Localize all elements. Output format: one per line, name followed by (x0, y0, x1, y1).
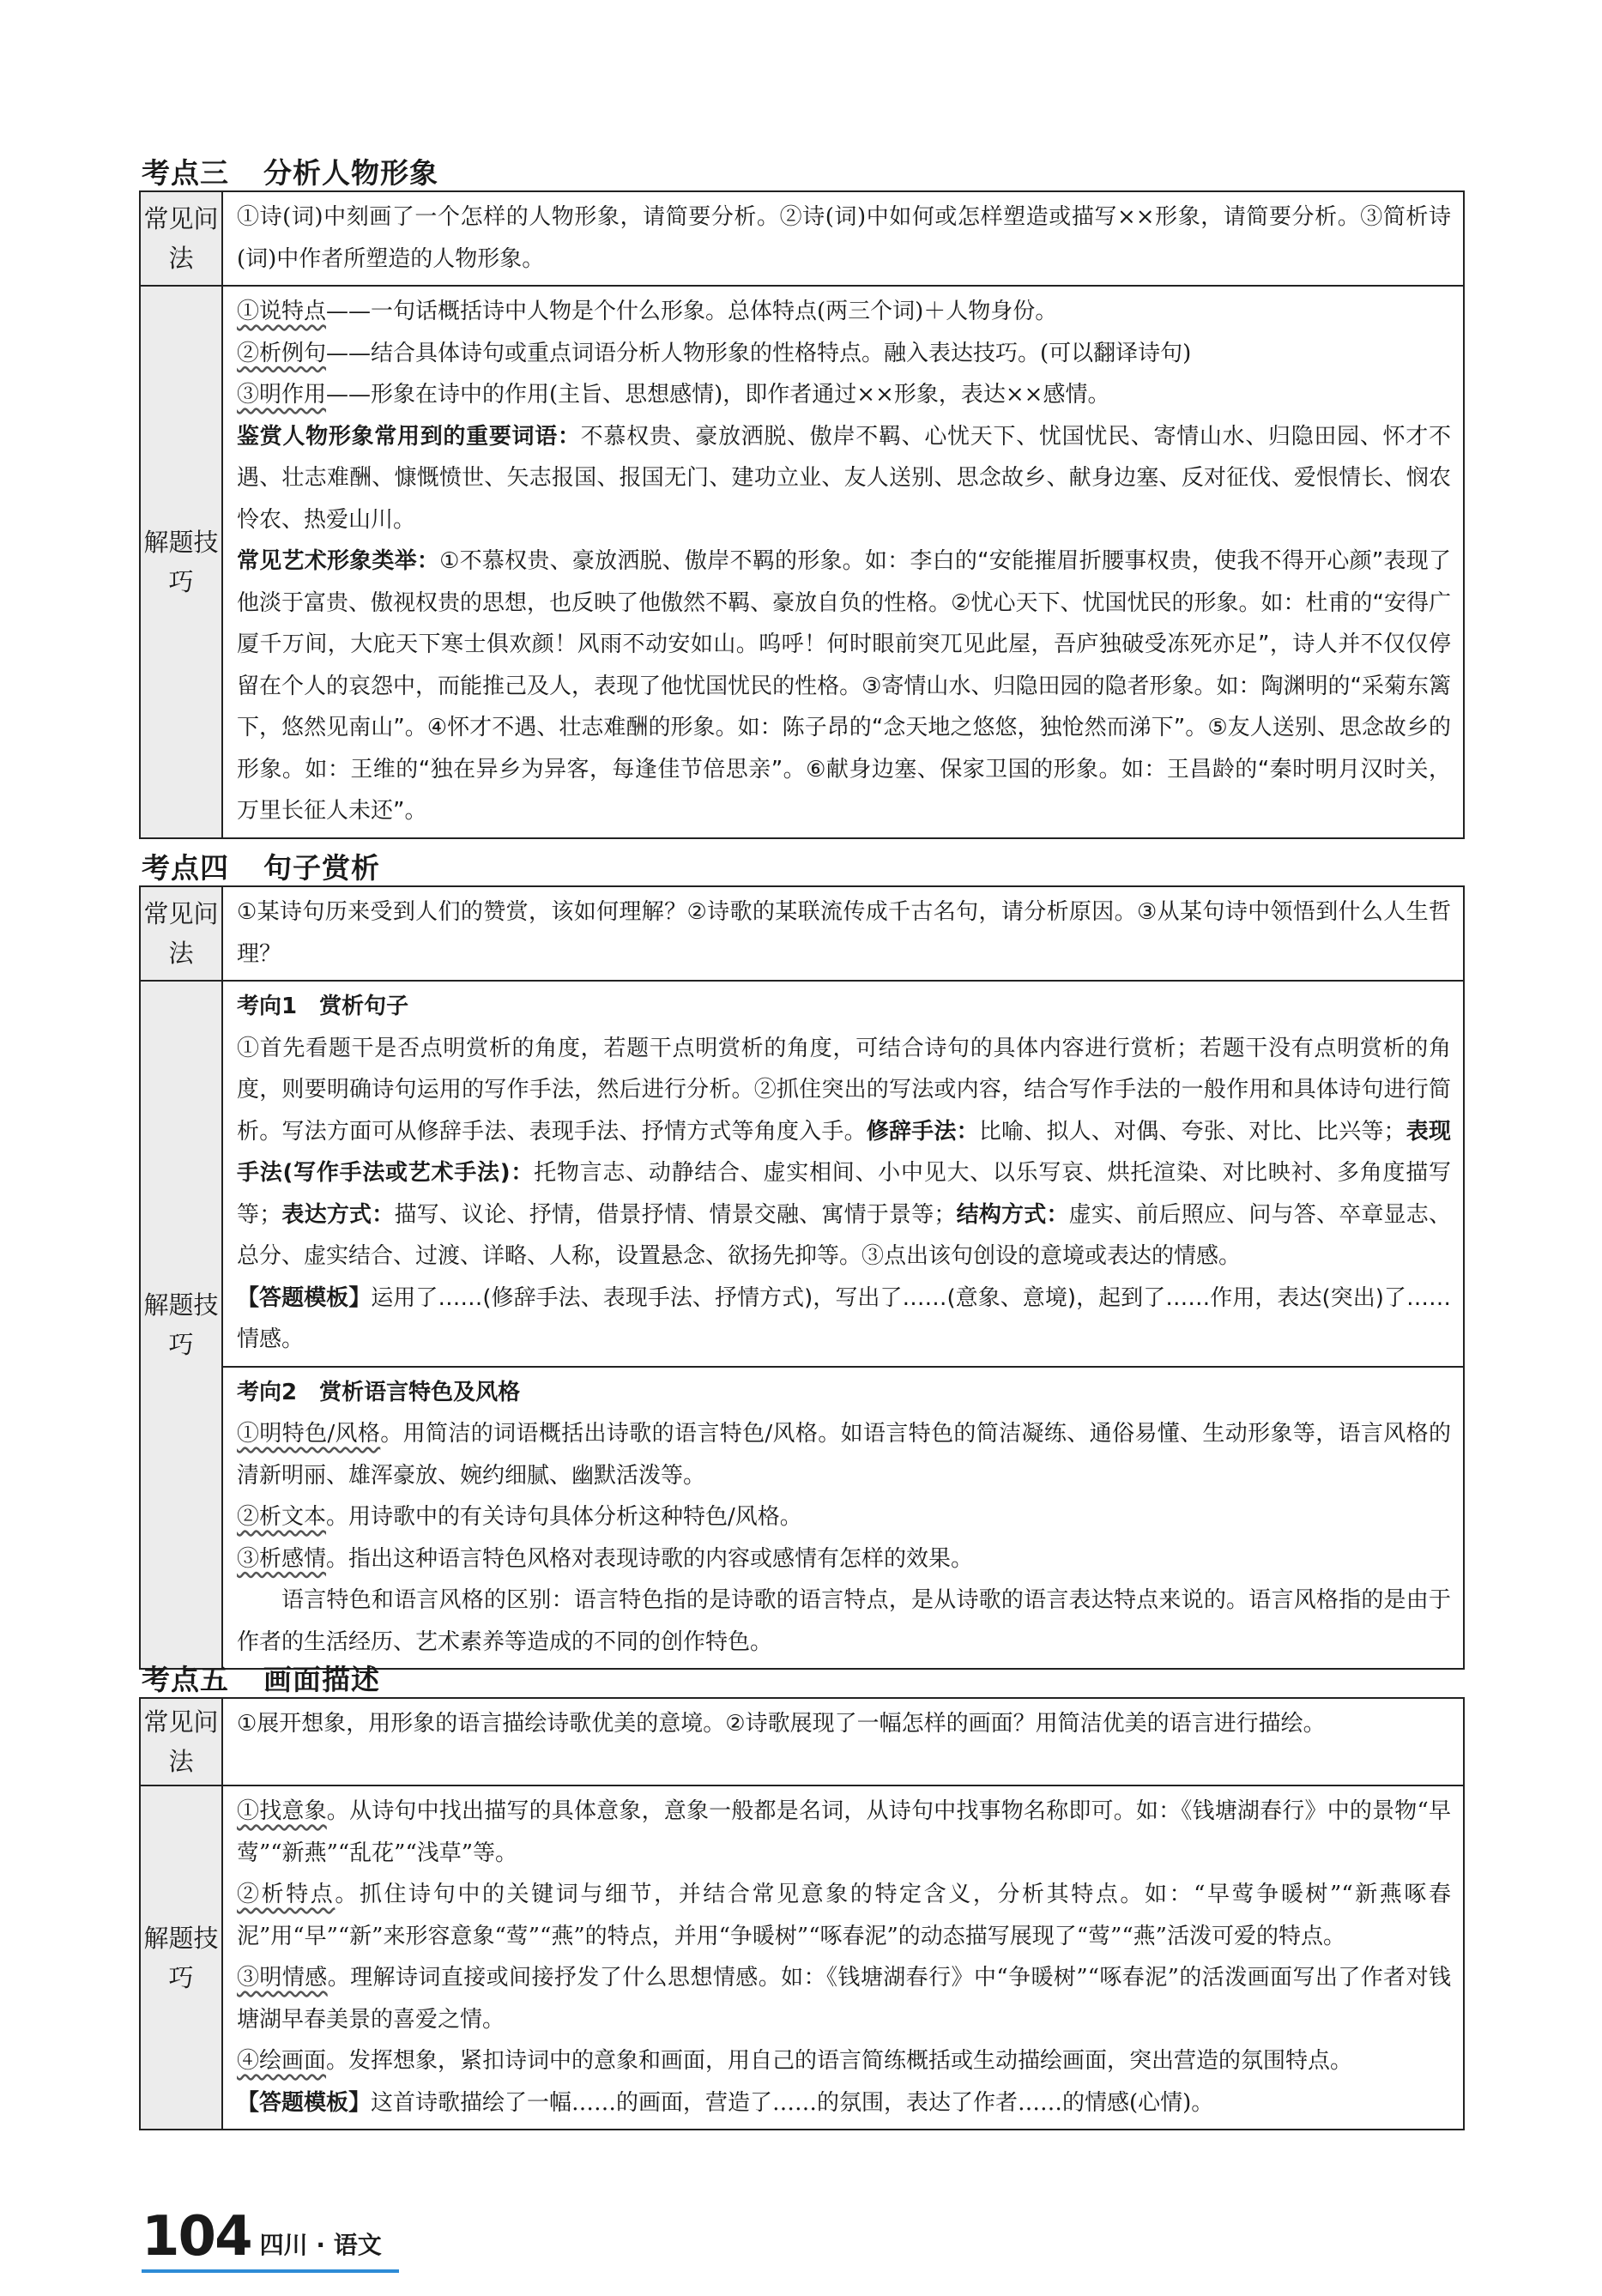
section3-title: 分析人物形象 (263, 156, 438, 190)
section4-direction2 (222, 1367, 1464, 1670)
section3-image-types: 常见艺术形象类举：①不慕权贵、豪放洒脱、傲岸不羁的形象。如：李白的“安能摧眉折腰事权贵，使我不得开心颜”表现了他淡于富贵、傲视权贵的思想，也反映了他傲然不羁、豪放自负的性格。②忧心天下、忧国忧民的形象。如：杜甫的“安得广厦千万间，大庇天下寒士俱欢颜！风雨不动安如山。呜呼！何时眼前突兀见此屋，吾庐独破受冻死亦足”，诗人并不仅仅停留在个人的哀怨中，而能推己及人，表现了他忧国忧民的性格。③寄情山水、归隐田园的隐者形象。如：陶渊明的“采菊东篱下，悠然见南山”。④怀才不遇、壮志难酬的形象。如：陈子昂的“念天地之悠悠，独怆然而涕下”。⑤友人送别、思念故乡的形象。如：王维的“独在异乡为异客，每逢佳节倍思亲”。⑥献身边塞、保家卫国的形象。如：王昌龄的“秦时明月汉时关，万里长征人未还”。 (237, 548, 1451, 824)
section4-title: 句子赏析 (263, 851, 380, 885)
section4-number: 考点四 (142, 851, 229, 885)
section4-direction1 (222, 981, 1464, 1367)
section5-technique-label: 解题技巧 (140, 1785, 222, 2130)
section5-number: 考点五 (142, 1663, 229, 1696)
page-number: 104 (142, 2205, 251, 2269)
section4-direction2-title: 考向2 赏析语言特色及风格 (237, 1379, 521, 1405)
section3-key-words: 鉴赏人物形象常用到的重要词语：不慕权贵、豪放洒脱、傲岸不羁、心忧天下、忧国忧民、寄情山水、归隐田园、怀才不遇、壮志难酬、慷慨愤世、矢志报国、报国无门、建功立业、友人送别、思念故乡、献身边塞、反对征伐、爱恨情长、悯农怜农、热爱山川。 (237, 423, 1451, 533)
page-footer (142, 2205, 382, 2269)
section4-question-label: 常见问法 (140, 886, 222, 981)
section5-step4: ④绘画面。发挥想象，紧扣诗词中的意象和画面，用自己的语言简练概括或生动描绘画面，突出营造的氛围特点。 (237, 2048, 1353, 2074)
section3-technique-label: 解题技巧 (140, 286, 222, 838)
section4-direction1-text: ①首先看题干是否点明赏析的角度，若题干点明赏析的角度，可结合诗句的具体内容进行赏析；若题干没有点明赏析的角度，则要明确诗句运用的写作手法，然后进行分析。②抓住突出的写法或内容，结合写作手法的一般作用和具体诗句进行简析。写法方面可从修辞手法、表现手法、抒情方式等角度入手。修辞手法：比喻、拟人、对偶、夸张、对比、比兴等；表现手法(写作手法或艺术手法)：托物言志、动静结合、虚实相间、小中见大、以乐写哀、烘托渲染、对比映衬、多角度描写等；表达方式：描写、议论、抒情，借景抒情、情景交融、寓情于景等；结构方式：虚实、前后照应、问与答、卒章显志、总分、虚实结合、过渡、详略、人称，设置悬念、欲扬先抑等。③点出该句创设的意境或表达的情感。 (237, 1035, 1451, 1269)
section5-step2: ②析特点。抓住诗句中的关键词与细节，并结合常见意象的特定含义，分析其特点。如：“早莺争暖树”“新燕啄春泥”用“早”“新”来形容意象“莺”“燕”的特点，并用“争暖树”“啄春泥”的动态描写展现了“莺”“燕”活泼可爱的特点。 (237, 1882, 1451, 1949)
section4-d2-step2: ②析文本。用诗歌中的有关诗句具体分析这种特色/风格。 (237, 1504, 802, 1530)
footer-label: 四川 · 语文 (259, 2231, 382, 2259)
section3-table (139, 190, 1465, 839)
section3-number: 考点三 (142, 156, 229, 190)
section3-step2: ②析例句——结合具体诗句或重点词语分析人物形象的性格特点。融入表达技巧。(可以翻译诗句) (237, 340, 1192, 366)
section5-title: 画面描述 (263, 1663, 380, 1696)
section4-d2-step1: ①明特色/风格。用简洁的词语概括出诗歌的语言特色/风格。如语言特色的简洁凝练、通俗易懂、生动形象等，语言风格的清新明丽、雄浑豪放、婉约细腻、幽默活泼等。 (237, 1421, 1452, 1489)
section5-table (139, 1697, 1465, 2130)
section5-technique-body (222, 1785, 1464, 2130)
section3-step1: ①说特点——一句话概括诗中人物是个什么形象。总体特点(两三个词)＋人物身份。 (237, 299, 1058, 324)
section3-question-label: 常见问法 (140, 191, 222, 286)
section4-direction1-title: 考向1 赏析句子 (237, 994, 409, 1019)
section5-questions: ①展开想象，用形象的语言描绘诗歌优美的意境。②诗歌展现了一幅怎样的画面？用简洁优美的语言进行描绘。 (237, 1711, 1326, 1737)
section5-step1: ①找意象。从诗句中找出描写的具体意象，意象一般都是名词，从诗句中找事物名称即可。如：《钱塘湖春行》中的景物“早莺”“新燕”“乱花”“浅草”等。 (237, 1798, 1451, 1866)
section5-answer-template: 【答题模板】这首诗歌描绘了一幅……的画面，营造了……的氛围，表达了作者……的情感(心情)。 (237, 2089, 1214, 2116)
footer-accent-bar (142, 2269, 399, 2273)
section4-d2-step3: ③析感情。指出这种语言特色风格对表现诗歌的内容或感情有怎样的效果。 (237, 1545, 974, 1572)
section4-answer-template: 【答题模板】运用了……(修辞手法、表现手法、抒情方式)，写出了……(意象、意境)，起到了……作用，表达(突出)了……情感。 (237, 1284, 1451, 1352)
section4-heading (142, 846, 380, 886)
section5-question-label: 常见问法 (140, 1698, 222, 1785)
section4-questions: ①某诗句历来受到人们的赞赏，该如何理解？②诗歌的某联流传成千古名句，请分析原因。③从某句诗中领悟到什么人生哲理？ (237, 899, 1451, 967)
section5-step3: ③明情感。理解诗词直接或间接抒发了什么思想情感。如：《钱塘湖春行》中“争暖树”“啄春泥”的活泼画面写出了作者对钱塘湖早春美景的喜爱之情。 (237, 1965, 1451, 2033)
section3-step3: ③明作用——形象在诗中的作用(主旨、思想感情)，即作者通过××形象，表达××感情。 (237, 382, 1110, 408)
section3-questions: ①诗(词)中刻画了一个怎样的人物形象，请简要分析。②诗(词)中如何或怎样塑造或描写××形象，请简要分析。③简析诗(词)中作者所塑造的人物形象。 (237, 204, 1451, 272)
section4-technique-label: 解题技巧 (140, 981, 222, 1669)
section3-heading (142, 151, 438, 191)
section4-d2-note: 语言特色和语言风格的区别：语言特色指的是诗歌的语言特点，是从诗歌的语言表达特点来说的。语言风格指的是由于作者的生活经历、艺术素养等造成的不同的创作特色。 (237, 1587, 1451, 1655)
section3-technique-body (222, 286, 1464, 838)
section5-heading (142, 1658, 380, 1698)
section4-table (139, 885, 1465, 1670)
